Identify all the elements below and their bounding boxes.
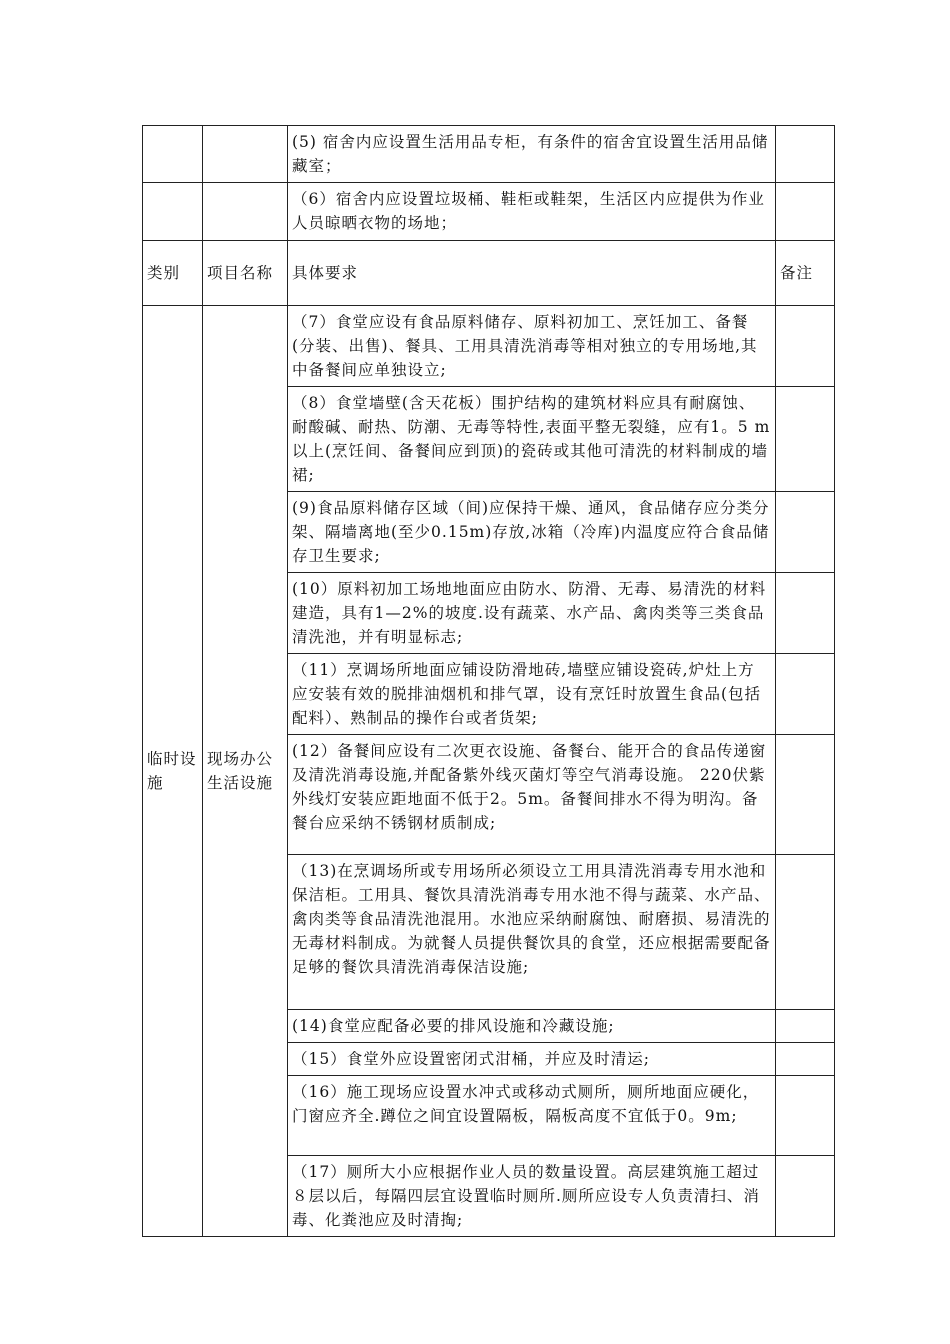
remark-cell [776, 573, 835, 654]
requirement-cell: （13)在烹调场所或专用场所必须设立工用具清洗消毒专用水池和保洁柜。工用具、餐饮具清洗消毒专用水池不得与蔬菜、水产品、禽肉类等食品清洗池混用。水池应采纳耐腐蚀、耐磨损、易清洗的无毒材料制成。为就餐人员提供餐饮具的食堂，还应根据需要配备足够的餐饮具清洗消毒保洁设施; [288, 855, 776, 1010]
requirements-table [142, 125, 835, 1237]
category-cell [143, 183, 203, 241]
requirement-cell: （11）烹调场所地面应铺设防滑地砖,墙壁应铺设瓷砖,炉灶上方应安装有效的脱排油烟机和排气罩，设有烹饪时放置生食品(包括配料）、熟制品的操作台或者货架; [288, 654, 776, 735]
project-cell [203, 126, 288, 183]
project-cell: 现场办公生活设施 [203, 306, 288, 1237]
header-row [143, 241, 835, 306]
remark-cell [776, 1043, 835, 1076]
remark-cell [776, 735, 835, 855]
remark-cell [776, 1010, 835, 1043]
table-row [143, 126, 835, 183]
header-requirement: 具体要求 [288, 241, 776, 306]
requirement-cell: (12）备餐间应设有二次更衣设施、备餐台、能开合的食品传递窗及清洗消毒设施,并配备紫外线灭菌灯等空气消毒设施。 220伏紫外线灯安装应距地面不低于2。5m。备餐间排水不得为明沟。备餐台应采纳不锈钢材质制成; [288, 735, 776, 855]
requirement-cell: （8）食堂墙壁(含天花板）围护结构的建筑材料应具有耐腐蚀、耐酸碱、耐热、防潮、无毒等特性,表面平整无裂缝，应有1。5 m以上(烹饪间、备餐间应到顶)的瓷砖或其他可清洗的材料制成的墙裙; [288, 387, 776, 492]
remark-cell [776, 306, 835, 387]
requirement-cell: （16）施工现场应设置水冲式或移动式厕所，厕所地面应硬化，门窗应齐全.蹲位之间宜设置隔板，隔板高度不宜低于0。9m; [288, 1076, 776, 1156]
remark-cell [776, 1076, 835, 1156]
project-cell [203, 183, 288, 241]
table-row [143, 306, 835, 387]
table-row [143, 183, 835, 241]
remark-cell [776, 654, 835, 735]
remark-cell [776, 855, 835, 1010]
header-category: 类别 [143, 241, 203, 306]
remark-cell [776, 183, 835, 241]
remark-cell [776, 387, 835, 492]
remark-cell [776, 126, 835, 183]
requirement-cell: (9)食品原料储存区域（间)应保持干燥、通风，食品储存应分类分架、隔墙离地(至少0.15m)存放,冰箱（冷库)内温度应符合食品储存卫生要求; [288, 492, 776, 573]
remark-cell [776, 492, 835, 573]
requirement-cell: （7）食堂应设有食品原料储存、原料初加工、烹饪加工、备餐(分装、出售)、餐具、工用具清洗消毒等相对独立的专用场地,其中备餐间应单独设立; [288, 306, 776, 387]
header-remark: 备注 [776, 241, 835, 306]
requirement-cell: （17）厕所大小应根据作业人员的数量设置。高层建筑施工超过８层以后，每隔四层宜设置临时厕所.厕所应设专人负责清扫、消毒、化粪池应及时清掏; [288, 1156, 776, 1237]
requirement-cell: (10）原料初加工场地地面应由防水、防滑、无毒、易清洗的材料建造，具有1—2%的坡度.设有蔬菜、水产品、禽肉类等三类食品清洗池，并有明显标志; [288, 573, 776, 654]
requirement-cell: （6）宿舍内应设置垃圾桶、鞋柜或鞋架，生活区内应提供为作业人员晾晒衣物的场地； [288, 183, 776, 241]
category-cell [143, 126, 203, 183]
header-project: 项目名称 [203, 241, 288, 306]
category-cell: 临时设施 [143, 306, 203, 1237]
requirement-cell: （15）食堂外应设置密闭式泔桶，并应及时清运; [288, 1043, 776, 1076]
remark-cell [776, 1156, 835, 1237]
requirement-cell: (5) 宿舍内应设置生活用品专柜，有条件的宿舍宜设置生活用品储藏室； [288, 126, 776, 183]
requirement-cell: (14)食堂应配备必要的排风设施和冷藏设施; [288, 1010, 776, 1043]
